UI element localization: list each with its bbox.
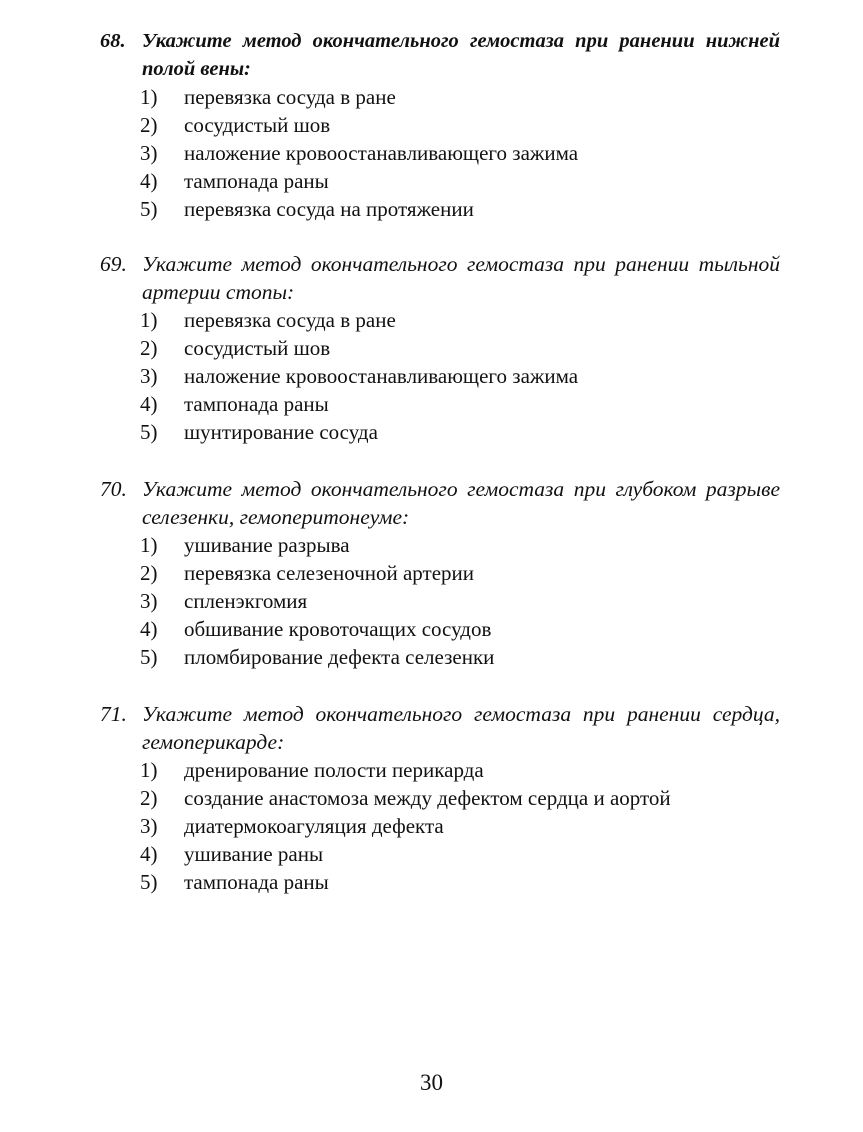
- answer-option: [100, 390, 780, 418]
- answer-option: [100, 587, 780, 615]
- question-heading: [100, 27, 780, 83]
- option-text: перевязка сосуда на протяжении: [184, 197, 474, 221]
- option-text: создание анастомоза между дефектом сердца и аортой: [184, 786, 671, 810]
- answer-option: [100, 559, 780, 587]
- question-number: 68.: [100, 30, 126, 52]
- option-text: сосудистый шов: [184, 336, 331, 360]
- answer-option: [100, 195, 780, 223]
- option-number: 5): [140, 197, 158, 221]
- question-number: 71.: [100, 702, 127, 726]
- option-number: 4): [140, 842, 158, 866]
- answer-options: [100, 306, 780, 446]
- option-text: тампонада раны: [184, 870, 329, 894]
- answer-option: [100, 643, 780, 671]
- option-number: 3): [140, 141, 158, 165]
- answer-option: [100, 139, 780, 167]
- option-number: 3): [140, 589, 158, 613]
- option-text: обшивание кровоточащих сосудов: [184, 617, 492, 641]
- answer-option: [100, 334, 780, 362]
- option-text: наложение кровоостанавливающего зажима: [184, 364, 579, 388]
- option-text: шунтирование сосуда: [184, 420, 378, 444]
- answer-option: [100, 306, 780, 334]
- question-70: [100, 475, 780, 671]
- answer-option: [100, 812, 780, 840]
- option-number: 2): [140, 786, 158, 810]
- question-text: Укажите метод окончательного гемостаза при ранении нижней полой вены:: [142, 30, 780, 80]
- option-text: ушивание раны: [184, 842, 324, 866]
- answer-option: [100, 418, 780, 446]
- option-text: наложение кровоостанавливающего зажима: [184, 141, 579, 165]
- option-number: 1): [140, 308, 158, 332]
- option-text: перевязка селезеночной артерии: [184, 561, 475, 585]
- option-text: пломбирование дефекта селезенки: [184, 645, 495, 669]
- option-number: 5): [140, 645, 158, 669]
- question-heading: [100, 250, 780, 306]
- answer-option: [100, 362, 780, 390]
- option-text: диатермокоагуляция дефекта: [184, 814, 444, 838]
- option-number: 2): [140, 336, 158, 360]
- option-number: 2): [140, 561, 158, 585]
- option-number: 4): [140, 392, 158, 416]
- option-number: 2): [140, 113, 158, 137]
- answer-option: [100, 840, 780, 868]
- option-text: перевязка сосуда в ране: [184, 308, 396, 332]
- question-number: 70.: [100, 477, 127, 501]
- answer-option: [100, 167, 780, 195]
- question-69: [100, 250, 780, 446]
- option-text: спленэкгомия: [184, 589, 308, 613]
- question-heading: [100, 475, 780, 531]
- option-number: 5): [140, 420, 158, 444]
- answer-option: [100, 868, 780, 896]
- option-number: 5): [140, 870, 158, 894]
- question-text: Укажите метод окончательного гемостаза при ранении сердца, гемоперикарде:: [142, 702, 780, 754]
- answer-option: [100, 111, 780, 139]
- question-text: Укажите метод окончательного гемостаза при ранении тыльной артерии стопы:: [142, 252, 780, 304]
- answer-option: [100, 531, 780, 559]
- question-number: 69.: [100, 252, 127, 276]
- answer-options: [100, 531, 780, 671]
- option-text: ушивание разрыва: [184, 533, 350, 557]
- option-number: 1): [140, 85, 158, 109]
- answer-option: [100, 784, 780, 812]
- option-number: 4): [140, 617, 158, 641]
- option-number: 1): [140, 533, 158, 557]
- question-text: Укажите метод окончательного гемостаза при глубоком разрыве селезенки, гемоперитонеуме:: [142, 477, 780, 529]
- option-text: тампонада раны: [184, 392, 329, 416]
- option-text: тампонада раны: [184, 169, 329, 193]
- answer-options: [100, 756, 780, 896]
- option-number: 1): [140, 758, 158, 782]
- question-68: [100, 27, 780, 223]
- question-71: [100, 700, 780, 896]
- page-number: 30: [420, 1070, 443, 1095]
- answer-option: [100, 756, 780, 784]
- option-text: сосудистый шов: [184, 113, 331, 137]
- option-text: дренирование полости перикарда: [184, 758, 484, 782]
- answer-options: [100, 83, 780, 223]
- option-number: 4): [140, 169, 158, 193]
- answer-option: [100, 615, 780, 643]
- question-heading: [100, 700, 780, 756]
- answer-option: [100, 83, 780, 111]
- option-number: 3): [140, 814, 158, 838]
- option-text: перевязка сосуда в ране: [184, 85, 396, 109]
- option-number: 3): [140, 364, 158, 388]
